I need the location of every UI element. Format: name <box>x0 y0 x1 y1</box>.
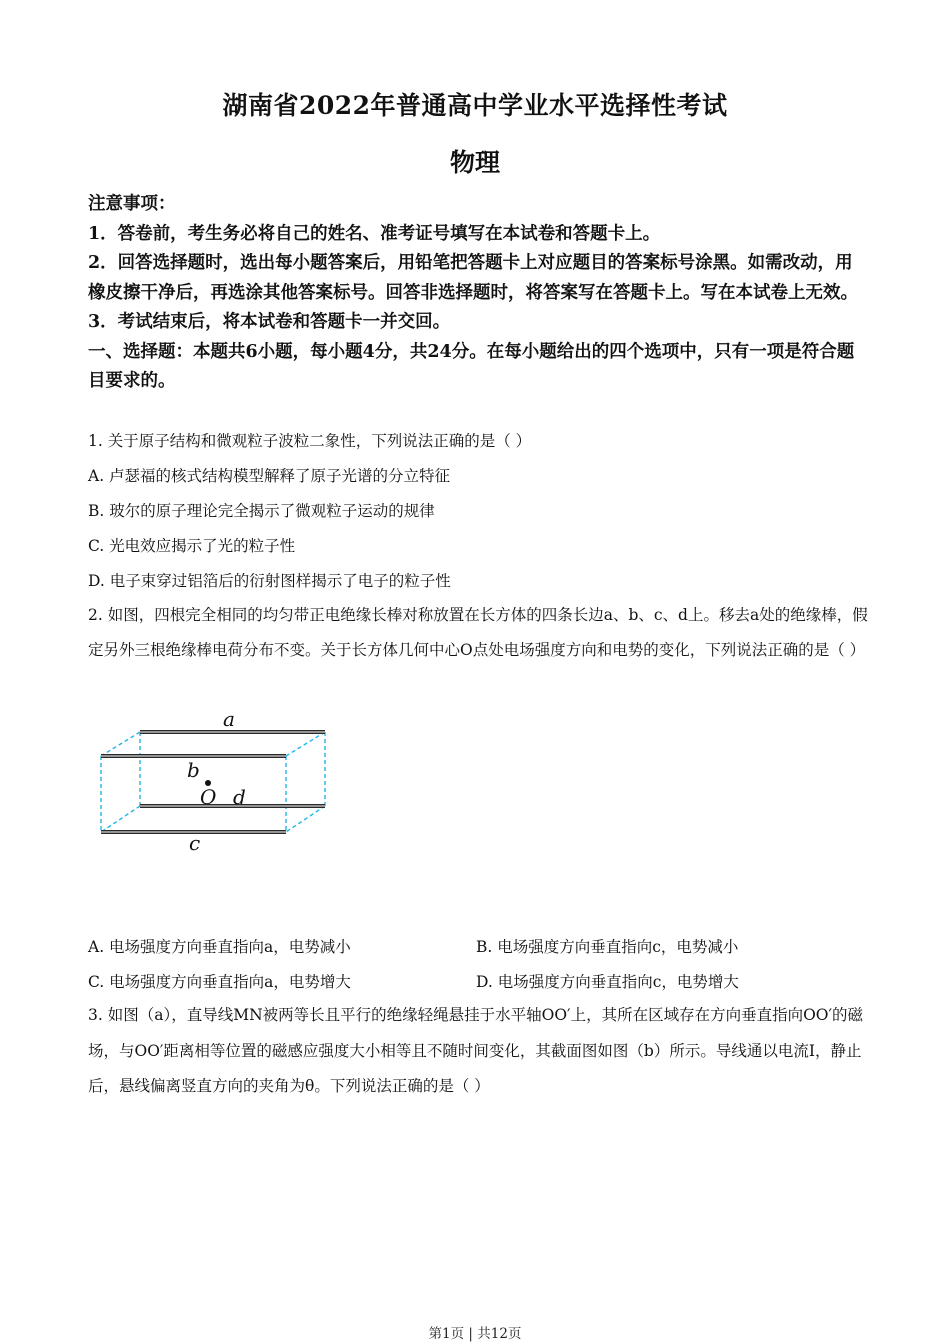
exam-title: 湖南省2022年普通高中学业水平选择性考试 <box>222 91 728 120</box>
q2-stem: 2. 如图，四根完全相同的均匀带正电绝缘长棒对称放置在长方体的四条长边a、b、c、d上。移去a处的绝缘棒，假定另外三根绝缘棒电荷分布不变。关于长方体几何中心O点处电场强度方向和电势的变化，下列说法正确的是（ ） <box>88 606 868 659</box>
subject-title: 物理 <box>449 148 500 177</box>
q1-option-b: B. 玻尔的原子理论完全揭示了微观粒子运动的规律 <box>88 502 435 520</box>
notes-heading: 注意事项： <box>88 194 176 214</box>
question-3 <box>88 998 868 1105</box>
note-item-3: 3．考试结束后，将本试卷和答题卡一并交回。 <box>88 312 451 332</box>
q2-option-a: A. 电场强度方向垂直指向a，电势减小 <box>88 938 351 956</box>
note-item-1: 1．答卷前，考生务必将自己的姓名、准考证号填写在本试卷和答题卡上。 <box>88 223 661 244</box>
question-1 <box>88 424 868 599</box>
cuboid-figure <box>95 706 335 856</box>
q1-stem: 1. 关于原子结构和微观粒子波粒二象性，下列说法正确的是（ ） <box>88 432 532 450</box>
question-2 <box>88 598 868 668</box>
q1-option-a: A. 卢瑟福的核式结构模型解释了原子光谱的分立特征 <box>88 467 451 485</box>
q2-options <box>88 930 868 1000</box>
edge-top-right <box>286 732 325 756</box>
section-heading: 一、选择题：本题共6小题，每小题4分，共24分。在每小题给出的四个选项中，只有一项是符合题目要求的。 <box>88 341 855 391</box>
label-d: d <box>233 785 246 809</box>
label-b: b <box>187 758 200 782</box>
q2-option-c: C. 电场强度方向垂直指向a，电势增大 <box>88 973 351 991</box>
edge-bottom-right <box>286 806 325 832</box>
note-item-2: 2．回答选择题时，选出每小题答案后，用铅笔把答题卡上对应题目的答案标号涂黑。如需改动，用橡皮擦干净后，再选涂其他答案标号。回答非选择题时，将答案写在答题卡上。写在本试卷上无效。 <box>88 253 858 303</box>
edge-top-left <box>101 732 140 756</box>
page-footer: 第1页 | 共12页 <box>428 1326 522 1342</box>
q1-option-d: D. 电子束穿过铝箔后的衍射图样揭示了电子的粒子性 <box>88 572 451 590</box>
edge-bottom-left <box>101 806 140 832</box>
label-o: O <box>200 785 217 809</box>
label-c: c <box>189 831 201 855</box>
q1-option-c: C. 光电效应揭示了光的粒子性 <box>88 537 296 555</box>
label-a: a <box>223 707 235 731</box>
q2-option-b: B. 电场强度方向垂直指向c，电势减小 <box>476 938 739 956</box>
q3-stem: 3. 如图（a），直导线MN被两等长且平行的绝缘轻绳悬挂于水平轴OO′上，其所在区域存在方向垂直指向OO′的磁场，与OO′距离相等位置的磁感应强度大小相等且不随时间变化，其截面图如图（b）所示。导线通以电流I，静止后，悬线偏离竖直方向的夹角为θ。下列说法正确的是（ ） <box>88 1006 864 1095</box>
notes-block <box>88 190 868 397</box>
q2-option-d: D. 电场强度方向垂直指向c，电势增大 <box>476 973 739 991</box>
